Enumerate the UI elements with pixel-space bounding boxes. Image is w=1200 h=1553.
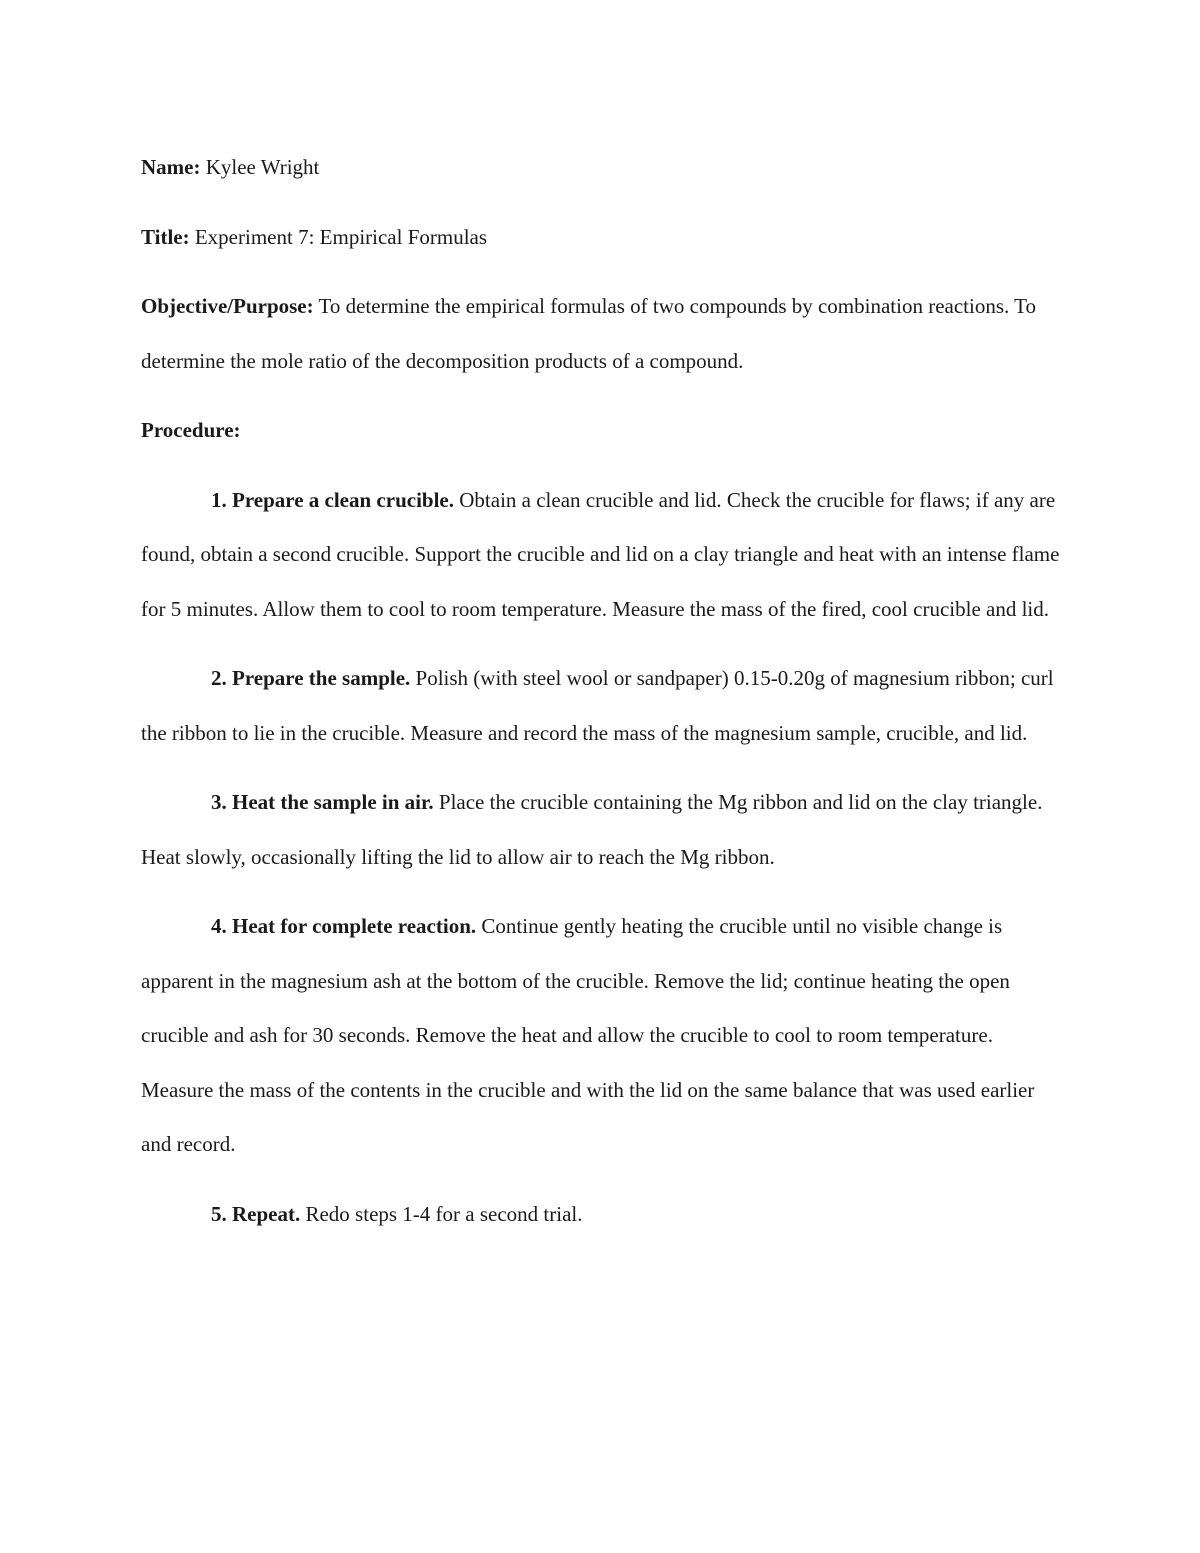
step-text: Redo steps 1-4 for a second trial. xyxy=(305,1201,583,1226)
step-text: Continue gently heating the crucible until no visible change is apparent in the magnesium ash at the bottom of the crucible. Remove the lid; continue heating the open crucible and ash for 30 seconds. Remove the heat and allow the crucible to cool to room temperature. Measure the mass of the contents in the crucible and with the lid on the same balance that was used earlier and record. xyxy=(141,914,1035,1156)
procedure-step-5 xyxy=(141,1187,1061,1242)
procedure-step-3 xyxy=(141,775,1061,884)
title-value: Experiment 7: Empirical Formulas xyxy=(194,224,488,249)
step-title: 3. Heat the sample in air. xyxy=(211,790,434,814)
step-text: Obtain a clean crucible and lid. Check the crucible for flaws; if any are found, obtain a second crucible. Support the crucible and lid on a clay triangle and heat with an intense flame for 5 minutes. Allow them to cool to room temperature. Measure the mass of the fired, cool crucible and lid. xyxy=(141,487,1060,621)
step-title: 2. Prepare the sample. xyxy=(211,666,411,690)
procedure-step-1 xyxy=(141,473,1061,637)
name-value: Kylee Wright xyxy=(205,155,320,179)
objective-label: Objective/Purpose: xyxy=(141,294,314,318)
step-title: 5. Repeat. xyxy=(211,1201,301,1226)
procedure-step-2 xyxy=(141,651,1061,760)
step-text: Polish (with steel wool or sandpaper) 0.15-0.20g of magnesium ribbon; curl the ribbon to lie in the crucible. Measure and record the mass of the magnesium sample, crucible, and lid. xyxy=(141,666,1054,745)
step-title: 1. Prepare a clean crucible. xyxy=(211,487,454,512)
document-body xyxy=(141,140,1061,1256)
title-label: Title: xyxy=(141,224,190,249)
procedure-label: Procedure: xyxy=(141,418,241,442)
name-label: Name: xyxy=(141,155,201,179)
procedure-step-4 xyxy=(141,899,1061,1172)
name-field xyxy=(141,140,1061,195)
procedure-heading xyxy=(141,403,1061,458)
step-text: Place the crucible containing the Mg ribbon and lid on the clay triangle. Heat slowly, occasionally lifting the lid to allow air to reach the Mg ribbon. xyxy=(141,790,1043,869)
step-title: 4. Heat for complete reaction. xyxy=(211,914,477,938)
objective-field xyxy=(141,279,1061,388)
title-field xyxy=(141,210,1061,265)
objective-value: To determine the empirical formulas of two compounds by combination reactions. To determine the mole ratio of the decomposition products of a compound. xyxy=(141,294,1036,373)
